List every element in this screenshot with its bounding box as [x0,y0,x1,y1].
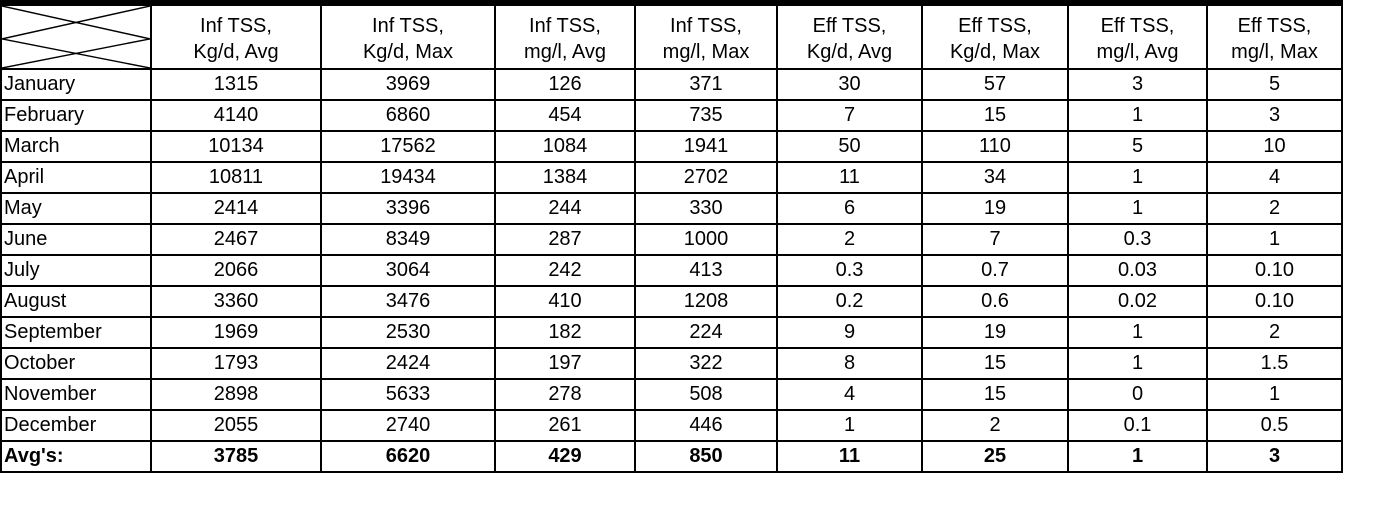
table-cell: 2414 [151,193,321,224]
table-row [1,286,1342,317]
month-label: May [1,193,151,224]
table-cell: 2055 [151,410,321,441]
table-cell: 3396 [321,193,495,224]
column-header-line1: Inf TSS, [529,15,601,37]
table-cell: 330 [635,193,777,224]
table-cell: 244 [495,193,635,224]
table-cell: 8 [777,348,922,379]
table-cell: 19 [922,193,1068,224]
table-cell: 4 [1207,162,1342,193]
table-cell: 0 [1068,379,1207,410]
column-header [922,3,1068,69]
table-cell: 10811 [151,162,321,193]
table-cell: 3 [1207,100,1342,131]
table-cell: 3064 [321,255,495,286]
table-row [1,162,1342,193]
table-cell: 0.02 [1068,286,1207,317]
table-cell: 0.6 [922,286,1068,317]
table-cell: 2 [1207,193,1342,224]
month-label: March [1,131,151,162]
table-cell: 182 [495,317,635,348]
table-cell: 3785 [151,441,321,472]
table-cell: 735 [635,100,777,131]
table-cell: 5633 [321,379,495,410]
table-row [1,255,1342,286]
table-cell: 17562 [321,131,495,162]
table-cell: 454 [495,100,635,131]
table-cell: 1 [1068,317,1207,348]
table-cell: 322 [635,348,777,379]
header-row [1,3,1342,69]
month-label: July [1,255,151,286]
table-cell: 5 [1207,69,1342,100]
table-cell: 1315 [151,69,321,100]
table-row [1,69,1342,100]
column-header-line1: Eff TSS, [958,15,1032,37]
table-cell: 2898 [151,379,321,410]
table-cell: 2467 [151,224,321,255]
table-cell: 126 [495,69,635,100]
table-cell: 7 [922,224,1068,255]
column-header-line1: Eff TSS, [1100,15,1175,37]
month-label: November [1,379,151,410]
table-cell: 3476 [321,286,495,317]
table-cell: 1 [1068,193,1207,224]
table-cell: 1000 [635,224,777,255]
table-cell: 2 [777,224,922,255]
table-cell: 2530 [321,317,495,348]
table-cell: 261 [495,410,635,441]
table-cell: 2066 [151,255,321,286]
table-cell: 3 [1207,441,1342,472]
table-cell: 19434 [321,162,495,193]
table-cell: 3360 [151,286,321,317]
column-header-line2: Kg/d, Max [949,41,1041,63]
table-cell: 1384 [495,162,635,193]
table-cell: 19 [922,317,1068,348]
column-header-line2: mg/l, Max [662,41,750,63]
month-label: August [1,286,151,317]
table-cell: 15 [922,348,1068,379]
table-cell: 2740 [321,410,495,441]
table-cell: 57 [922,69,1068,100]
column-header-line2: Kg/d, Avg [806,41,893,63]
table-cell: 0.3 [777,255,922,286]
table-cell: 1 [1068,162,1207,193]
table-cell: 15 [922,379,1068,410]
table-cell: 6620 [321,441,495,472]
table-row [1,224,1342,255]
table-cell: 10134 [151,131,321,162]
table-cell: 850 [635,441,777,472]
table-cell: 1941 [635,131,777,162]
column-header-line1: Inf TSS, [200,15,272,37]
column-header-line2: mg/l, Avg [524,41,606,63]
table-cell: 0.1 [1068,410,1207,441]
column-header-line1: Inf TSS, [372,15,444,37]
table-cell: 34 [922,162,1068,193]
table-cell: 1 [1068,100,1207,131]
corner-cross-cell [1,3,151,69]
table-cell: 6 [777,193,922,224]
table-cell: 287 [495,224,635,255]
corner-cross-icon [2,6,150,68]
table-cell: 0.5 [1207,410,1342,441]
column-header [321,3,495,69]
table-cell: 1 [1068,441,1207,472]
table-cell: 2702 [635,162,777,193]
table-row [1,379,1342,410]
table-cell: 1 [1207,379,1342,410]
table-cell: 3 [1068,69,1207,100]
averages-row [1,441,1342,472]
column-header-line1: Eff TSS, [1237,15,1312,37]
table-cell: 197 [495,348,635,379]
table-cell: 1793 [151,348,321,379]
month-label: January [1,69,151,100]
table-cell: 1969 [151,317,321,348]
table-cell: 224 [635,317,777,348]
table-cell: 0.2 [777,286,922,317]
table-cell: 25 [922,441,1068,472]
month-label: October [1,348,151,379]
column-header [151,3,321,69]
column-header-line2: mg/l, Max [1231,41,1318,63]
month-label: September [1,317,151,348]
table-cell: 0.10 [1207,286,1342,317]
table-cell: 6860 [321,100,495,131]
table-cell: 50 [777,131,922,162]
table-cell: 10 [1207,131,1342,162]
table-cell: 4 [777,379,922,410]
column-header-line1: Inf TSS, [670,15,742,37]
table-cell: 8349 [321,224,495,255]
column-header [635,3,777,69]
table-cell: 7 [777,100,922,131]
table-cell: 2 [1207,317,1342,348]
table-cell: 371 [635,69,777,100]
table-row [1,348,1342,379]
table-cell: 3969 [321,69,495,100]
table-row [1,100,1342,131]
table-cell: 11 [777,162,922,193]
table-cell: 508 [635,379,777,410]
column-header-line1: Eff TSS, [812,15,887,37]
table-cell: 0.10 [1207,255,1342,286]
table-cell: 1 [777,410,922,441]
month-label: December [1,410,151,441]
table-cell: 0.03 [1068,255,1207,286]
column-header-line2: Kg/d, Avg [193,41,279,63]
table-cell: 1 [1068,348,1207,379]
table-row [1,317,1342,348]
table-cell: 2 [922,410,1068,441]
table-cell: 410 [495,286,635,317]
month-label: April [1,162,151,193]
table-cell: 5 [1068,131,1207,162]
column-header [495,3,635,69]
column-header [1068,3,1207,69]
column-header-line2: Kg/d, Max [362,41,454,63]
table-cell: 1.5 [1207,348,1342,379]
table-cell: 242 [495,255,635,286]
table-cell: 1208 [635,286,777,317]
table-cell: 446 [635,410,777,441]
table-cell: 429 [495,441,635,472]
table-cell: 0.7 [922,255,1068,286]
column-header [777,3,922,69]
averages-label: Avg's: [1,441,151,472]
table-cell: 413 [635,255,777,286]
table-cell: 278 [495,379,635,410]
table-cell: 0.3 [1068,224,1207,255]
table-cell: 2424 [321,348,495,379]
month-label: June [1,224,151,255]
table-cell: 4140 [151,100,321,131]
table-cell: 15 [922,100,1068,131]
column-header [1207,3,1342,69]
table-cell: 110 [922,131,1068,162]
table-cell: 1 [1207,224,1342,255]
table-cell: 9 [777,317,922,348]
month-label: February [1,100,151,131]
column-header-line2: mg/l, Avg [1096,41,1179,63]
table-row [1,410,1342,441]
table-row [1,131,1342,162]
table-row [1,193,1342,224]
table-cell: 30 [777,69,922,100]
table-cell: 1084 [495,131,635,162]
table-cell: 11 [777,441,922,472]
